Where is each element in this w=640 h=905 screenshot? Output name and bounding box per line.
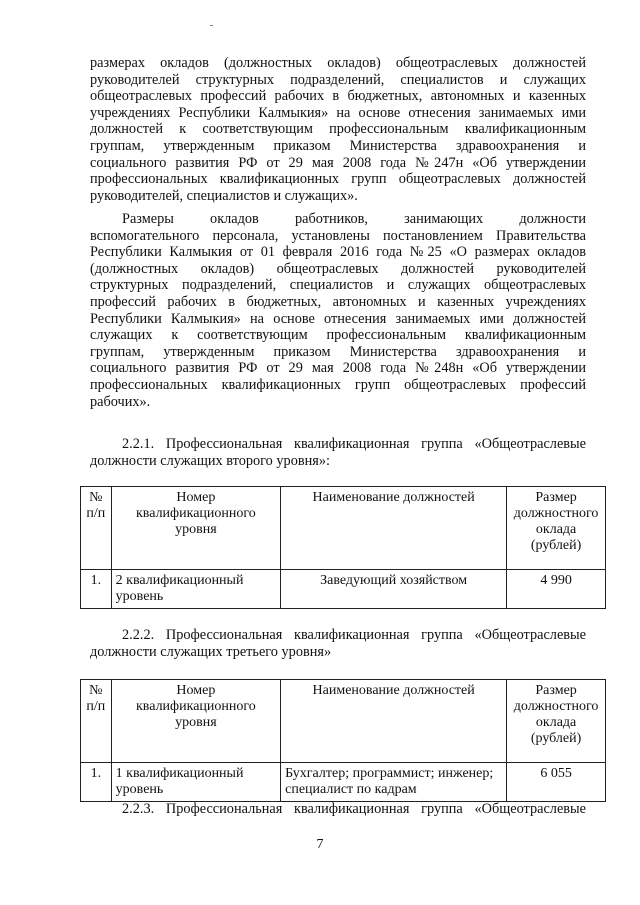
qualification-table-1 <box>80 486 606 609</box>
table-row <box>81 570 606 609</box>
header-text: № <box>89 490 103 505</box>
cell-level <box>111 570 280 609</box>
text-line: должностей к соответствующим профессиональным квалификационным <box>90 121 586 138</box>
page-number: 7 <box>316 837 324 852</box>
cell-text: 1 квалификационный <box>115 766 244 781</box>
header-position-name: Наименование должностей <box>281 680 507 763</box>
section-2-2-2-heading <box>90 627 586 660</box>
header-text: квалификационного <box>136 699 256 714</box>
cell-text: уровень <box>115 589 164 604</box>
text-line: Республики Калмыкия от 01 февраля 2016 года №25 «О размерах окладов <box>90 244 586 261</box>
table-row <box>81 763 606 802</box>
text-line: учреждениях Республики Калмыкия» на основе отнесения занимаемых ими <box>90 104 586 121</box>
text-line: вспомогательного персонала, установлены постановлением Правительства <box>90 227 586 244</box>
cell-salary: 6 055 <box>507 763 606 802</box>
header-text: Номер <box>176 490 216 505</box>
header-text: Размер <box>535 683 577 698</box>
header-text: оклада <box>535 715 577 730</box>
header-text: квалификационного <box>136 506 256 521</box>
text-line: служащих к соответствующим профессиональным квалификационным <box>90 327 586 344</box>
text-line: руководителей, специалистов и служащих». <box>90 187 358 204</box>
text-line: социального развития РФ от 29 мая 2008 года №248н «Об утверждении <box>90 360 586 377</box>
header-text: п/п <box>86 506 106 521</box>
cell-position-name <box>281 763 507 802</box>
header-text: № <box>89 683 103 698</box>
header-salary <box>507 487 606 570</box>
heading-line: 2.2.2. Профессиональная квалификационная группа «Общеотраслевые <box>122 627 586 643</box>
paragraph-1 <box>90 55 586 204</box>
cell-level <box>111 763 280 802</box>
text-line: Размеры окладов работников, занимающих должности <box>122 211 586 227</box>
cell-text: специалист по кадрам <box>285 782 417 797</box>
cell-text: Бухгалтер; программист; инженер; <box>285 766 494 781</box>
header-text: (рублей) <box>530 538 582 553</box>
cell-number: 1. <box>81 570 112 609</box>
header-text: должностного <box>513 506 599 521</box>
header-text: уровня <box>175 522 217 537</box>
header-number <box>81 487 112 570</box>
text-line: профессиональных квалификационных групп общеотраслевых должностей <box>90 171 586 188</box>
header-text: уровня <box>175 715 217 730</box>
header-text: Размер <box>535 490 577 505</box>
table-header-row <box>81 487 606 570</box>
cell-salary: 4 990 <box>507 570 606 609</box>
heading-line: должности служащих третьего уровня» <box>90 643 332 660</box>
header-level <box>111 487 280 570</box>
cell-number: 1. <box>81 763 112 802</box>
header-text: Номер <box>176 683 216 698</box>
header-position-name: Наименование должностей <box>281 487 507 570</box>
header-text: п/п <box>86 699 106 714</box>
text-line: руководителей структурных подразделений, специалистов и служащих <box>90 71 586 88</box>
text-line: социального развития РФ от 29 мая 2008 года №247н «Об утверждении <box>90 154 586 171</box>
text-line: профессиональных квалификационных групп общеотраслевых профессий <box>90 376 586 393</box>
text-line: группам, утвержденным приказом Министерства здравоохранения и <box>90 137 586 154</box>
header-text: должностного <box>513 699 599 714</box>
cell-position-name: Заведующий хозяйством <box>281 570 507 609</box>
cell-text: уровень <box>115 782 164 797</box>
text-line: (должностных окладов) общеотраслевых должностей руководителей <box>90 260 586 277</box>
cell-text: 2 квалификационный <box>115 573 244 588</box>
text-line: общеотраслевых профессий рабочих в бюджетных, автономных и казенных <box>90 88 586 105</box>
header-text: оклада <box>535 522 577 537</box>
scan-mark <box>210 25 213 26</box>
table-header-row <box>81 680 606 763</box>
text-line: размерах окладов (должностных окладов) общеотраслевых должностей <box>90 55 586 71</box>
heading-line: 2.2.1. Профессиональная квалификационная группа «Общеотраслевые <box>122 436 586 452</box>
text-line: Республики Калмыкия» на основе отнесения занимаемых ими должностей <box>90 310 586 327</box>
section-2-2-3-heading <box>90 801 586 818</box>
header-number <box>81 680 112 763</box>
header-text: (рублей) <box>530 731 582 746</box>
qualification-table-2 <box>80 679 606 802</box>
header-salary <box>507 680 606 763</box>
header-level <box>111 680 280 763</box>
heading-line: 2.2.3. Профессиональная квалификационная группа «Общеотраслевые <box>122 801 586 817</box>
text-line: структурных подразделений, специалистов и служащих общеотраслевых <box>90 277 586 294</box>
paragraph-2 <box>90 211 586 410</box>
section-2-2-1-heading <box>90 436 586 469</box>
text-line: рабочих». <box>90 393 151 410</box>
text-line: группам, утвержденным приказом Министерства здравоохранения и <box>90 343 586 360</box>
heading-line: должности служащих второго уровня»: <box>90 452 330 469</box>
text-line: профессий рабочих в бюджетных, автономных и казенных учреждениях <box>90 293 586 310</box>
